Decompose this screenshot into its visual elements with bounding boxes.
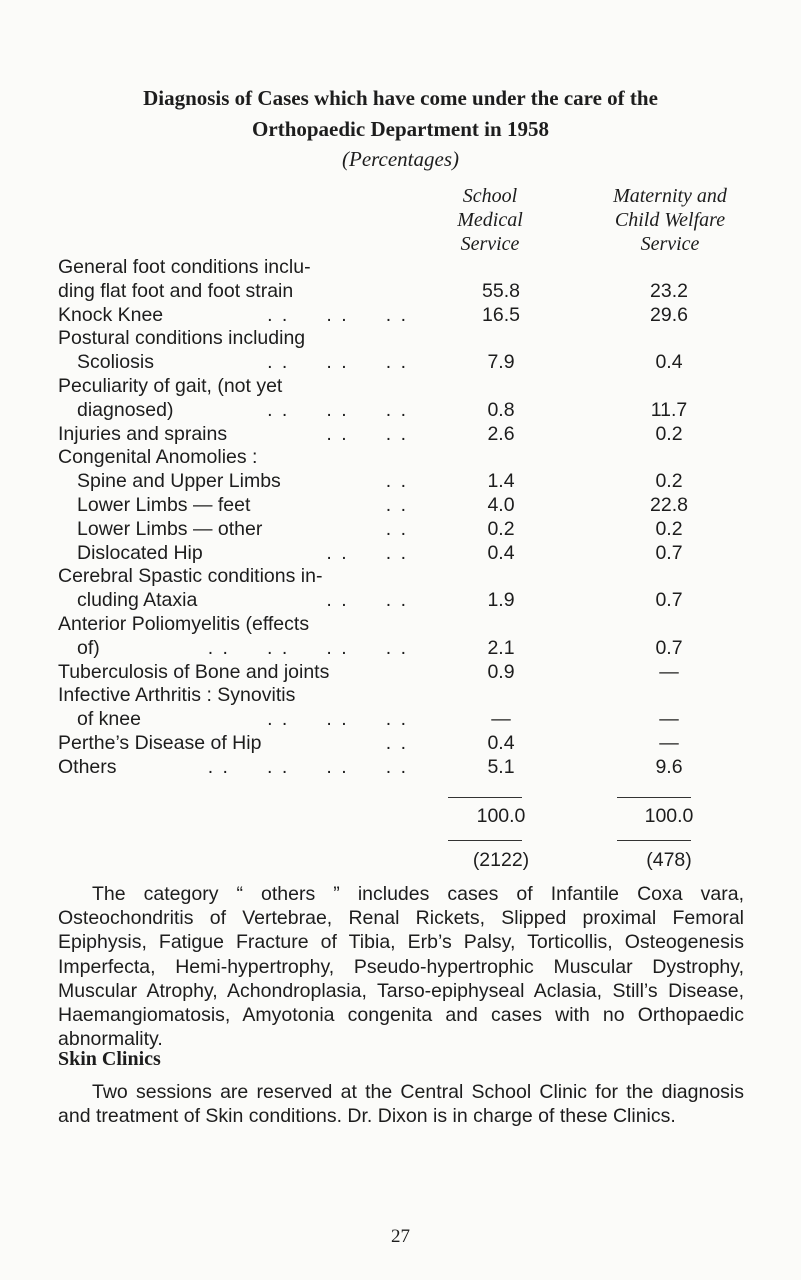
skin-clinics-text-block [58,1080,744,1128]
leader-dots: . . . . . . [267,398,408,421]
table-row [58,565,758,589]
table-row [58,327,758,351]
value-school: 7.9 [487,351,515,374]
row-label: Cerebral Spastic conditions in- [58,565,323,588]
leader-dots: . . . . [326,589,408,612]
column-header-line: Child Welfare [614,209,726,231]
value-school: 16.5 [482,303,520,326]
row-label: Anterior Poliomyelitis (effects [58,612,310,635]
column-header-school [415,184,565,256]
value-maternity: 0.2 [655,422,683,445]
table-row [58,542,758,566]
value-school: 0.4 [487,541,515,564]
leader-dots: . . [385,731,408,754]
value-school: 0.4 [487,731,515,754]
row-label: cluding Ataxia [77,589,198,612]
value-school: 1.4 [487,470,515,493]
leader-dots: . . . . . . [267,708,408,731]
row-label: Knock Knee [58,303,164,326]
table-row [58,613,758,637]
leader-dots: . . . . . . . . [207,755,408,778]
table-row [58,494,758,518]
row-label: of knee [77,708,141,731]
row-label: Infective Arthritis : Synovitis [58,684,296,707]
column-header-maternity [573,184,767,256]
row-label: Dislocated Hip [77,541,203,564]
table-row [58,732,758,756]
table-row [58,304,758,328]
value-maternity: 22.8 [650,493,688,516]
leader-dots: . . . . . . [267,351,408,374]
value-maternity: 0.2 [655,470,683,493]
row-label: Perthe’s Disease of Hip [58,731,262,754]
value-school: 2.1 [487,636,515,659]
table-row [58,256,758,280]
value-school: — [491,708,511,731]
value-school: 5.1 [487,755,515,778]
total-percent-maternity: 100.0 [644,805,694,827]
table-row [58,351,758,375]
row-label: of) [77,636,100,659]
row-label: Lower Limbs — other [77,517,263,540]
row-label: Peculiarity of gait, (not yet [58,374,283,397]
column-header-line: Service [640,233,700,255]
leader-dots: . . . . . . [267,303,408,326]
value-maternity: 0.7 [655,636,683,659]
table-row [58,375,758,399]
value-maternity: 0.4 [655,351,683,374]
value-school: 2.6 [487,422,515,445]
value-school: 55.8 [482,279,520,302]
section-heading-skin-clinics: Skin Clinics [58,1048,161,1070]
row-label: Injuries and sprains [58,422,228,445]
column-header-line: Service [460,233,520,255]
leader-dots: . . . . [326,541,408,564]
table-row [58,589,758,613]
value-school: 0.8 [487,398,515,421]
value-maternity: 23.2 [650,279,688,302]
row-label: Lower Limbs — feet [77,493,251,516]
table-row [58,518,758,542]
table-row [58,661,758,685]
value-maternity: — [659,731,679,754]
leader-dots: . . . . . . . . [207,636,408,659]
value-school: 1.9 [487,589,515,612]
page-number: 27 [391,1226,410,1247]
value-maternity: 9.6 [655,755,683,778]
skin-clinics-text: Two sessions are reserved at the Central School Clinic for the diagnosis and treatment of Skin conditions. Dr. Dixon is in charge of these Clinics. [58,1081,744,1128]
row-label: General foot conditions inclu- [58,256,311,278]
value-maternity: 29.6 [650,303,688,326]
table-row [58,446,758,470]
value-maternity: — [659,708,679,731]
column-rule [617,840,691,841]
doc-subtitle: (Percentages) [342,147,459,171]
value-maternity: 0.7 [655,589,683,612]
column-rule [617,797,691,798]
row-label: Tuberculosis of Bone and joints [58,660,330,683]
others-note-text: The category “ others ” includes cases of Infantile Coxa vara, Osteochondritis of Vertebrae, Renal Rickets, Slipped proximal Femoral Epiphysis, Fatigue Fracture of Tibia, Erb’s Palsy, Torticollis, Osteogenesis Imperfecta, Hemi-hypertrophy, Pseudo-hypertrophic Muscular Dystrophy, Muscular Atrophy, Achondroplasia, Tarso-epiphyseal Aclasia, Still’s Disease, Haemangiomatosis, Amyotonia congenita and cases with no Orthopaedic abnormality. [58,883,744,1051]
row-label: diagnosed) [77,398,174,421]
leader-dots: . . [385,470,408,493]
column-header-line: School [462,185,518,207]
total-count-school: (2122) [472,849,530,871]
row-label: Scoliosis [77,351,154,374]
value-school: 0.2 [487,517,515,540]
total-count-maternity: (478) [646,849,692,871]
value-maternity: 0.7 [655,541,683,564]
others-note [58,882,744,1051]
row-label: Spine and Upper Limbs [77,470,281,493]
doc-title-line1: Diagnosis of Cases which have come under the care of the [143,86,658,110]
leader-dots: . . [385,517,408,540]
row-label: Congenital Anomolies : [58,446,258,469]
table-row [58,423,758,447]
table-row [58,684,758,708]
leader-dots: . . . . [326,422,408,445]
value-school: 0.9 [487,660,515,683]
column-header-line: Medical [457,209,523,231]
value-maternity: — [659,660,679,683]
table-row [58,708,758,732]
value-maternity: 11.7 [650,398,688,421]
value-school: 4.0 [487,493,515,516]
row-label: Postural conditions including [58,327,306,350]
leader-dots: . . [385,493,408,516]
column-header-line: Maternity and [613,185,727,207]
row-label: Others [58,755,117,778]
doc-title-line2: Orthopaedic Department in 1958 [252,117,549,141]
total-percent-school: 100.0 [476,805,526,827]
table-row [58,280,758,304]
table-row [58,637,758,661]
diagnosis-table [58,256,758,780]
table-row [58,756,758,780]
value-maternity: 0.2 [655,517,683,540]
table-row [58,399,758,423]
column-rule [448,840,522,841]
row-label: ding flat foot and foot strain [58,279,294,302]
table-row [58,470,758,494]
column-rule [448,797,522,798]
